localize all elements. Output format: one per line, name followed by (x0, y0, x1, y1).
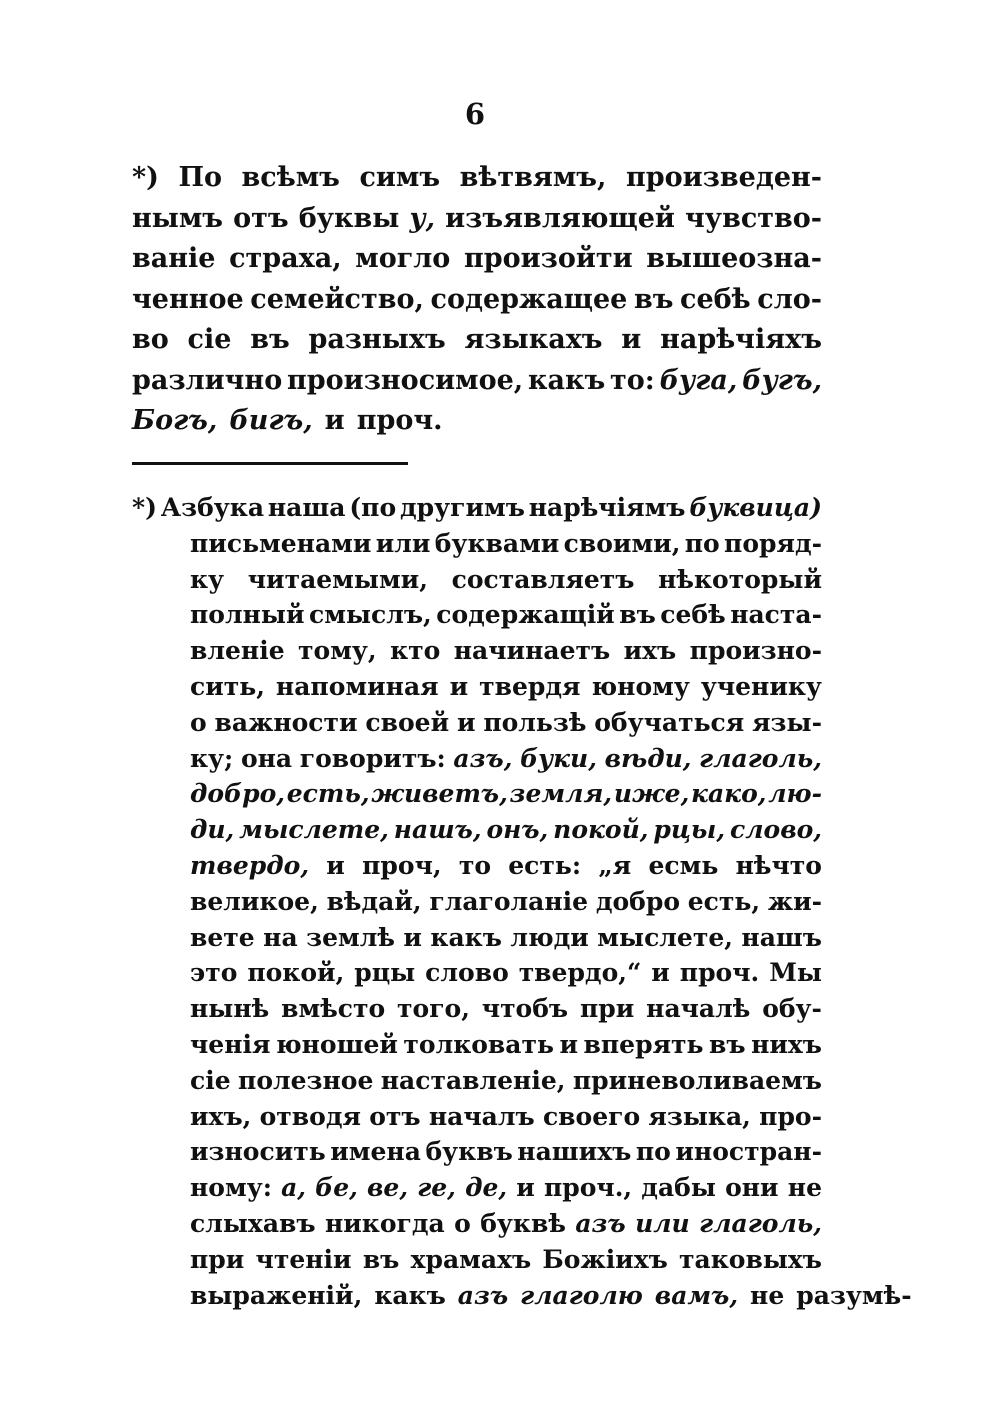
italic-word: како, (691, 779, 767, 809)
word: сить, (190, 671, 265, 701)
word: *) (132, 162, 159, 193)
word: полезное (238, 1065, 374, 1095)
word: въ (619, 600, 656, 630)
text-line (132, 490, 822, 526)
word: наста- (730, 600, 822, 630)
word: ку (190, 564, 225, 594)
word: и (651, 958, 670, 988)
word: буквъ (425, 1137, 513, 1167)
italic-word: нашъ, (393, 815, 482, 845)
italic-word: буки, (520, 743, 597, 773)
word: и (559, 1029, 579, 1059)
word: рцы (354, 958, 416, 988)
word: ку; (190, 743, 234, 773)
text-line (132, 562, 822, 598)
text-line (132, 1206, 822, 1242)
italic-word: ге, (417, 1173, 456, 1203)
text-line (132, 741, 822, 777)
word: сіе (187, 324, 232, 355)
italic-word: азъ, (453, 743, 513, 773)
italic-word: бугъ, (742, 364, 822, 396)
word: есть, (687, 886, 761, 916)
word: сло- (757, 283, 822, 315)
text-line (132, 955, 822, 991)
italic-word: буквица) (689, 493, 822, 522)
word: иностран- (675, 1137, 822, 1167)
word: износить (190, 1137, 326, 1167)
word: симъ (359, 162, 441, 193)
word: изъявляющей (445, 202, 675, 234)
word: буквѣ (480, 1208, 566, 1238)
text-line (132, 597, 822, 633)
word: о (190, 707, 207, 737)
word: и (324, 405, 345, 436)
italic-word: де, (465, 1173, 508, 1203)
word: и (403, 922, 422, 952)
italic-word: бигъ, (229, 405, 313, 436)
word: какъ (528, 364, 606, 396)
italic-word: земля, (509, 779, 613, 809)
text-line (132, 1063, 822, 1099)
italic-word: вѣди, (604, 743, 692, 773)
text-line (132, 1278, 912, 1314)
word: нихъ (751, 1029, 822, 1059)
text-line (132, 320, 822, 361)
word: тому, (298, 636, 377, 666)
word: ученику (700, 671, 822, 701)
word: чувство- (685, 202, 822, 234)
word: разумѣ- (796, 1280, 912, 1310)
word: обучаться (594, 707, 745, 737)
text-line (132, 991, 822, 1027)
word: люди (510, 922, 589, 952)
word: отъ (233, 202, 289, 234)
text-line (132, 1027, 822, 1063)
word: проч. (356, 405, 443, 436)
word: обу- (762, 994, 822, 1024)
italic-word: лю- (768, 779, 822, 809)
word: и (516, 1173, 535, 1203)
italic-word: есть, (286, 779, 370, 809)
word: произойти (463, 243, 633, 274)
word: себѣ (680, 283, 751, 315)
text-line (132, 158, 822, 199)
word: начинаетъ (453, 636, 611, 666)
word: чтеніи (255, 1244, 352, 1274)
word: проч, (362, 850, 442, 880)
word: составляетъ (451, 564, 635, 594)
word: въ (250, 324, 290, 355)
text-line (132, 848, 822, 884)
italic-word: твердо, (190, 850, 310, 880)
word: Азбука (160, 493, 265, 522)
text-line (132, 1134, 822, 1170)
word: или (375, 528, 431, 558)
word: семейство, (250, 283, 424, 315)
text-line (132, 280, 822, 321)
italic-word: добро, (190, 779, 285, 809)
word: Божіихъ (542, 1244, 668, 1274)
word: она (240, 743, 293, 773)
italic-word: азъ (575, 1208, 626, 1238)
word: при (579, 994, 635, 1024)
italic-word: бе, (315, 1173, 358, 1203)
word: юному (591, 671, 690, 701)
text-line (132, 884, 822, 920)
word: про- (759, 1101, 822, 1131)
word: есть: (508, 850, 582, 880)
word: добро (595, 886, 680, 916)
word: смыслъ, (309, 600, 432, 630)
italic-word: живетъ, (371, 779, 508, 809)
word: языка, (648, 1101, 751, 1131)
word: наставленіе, (380, 1065, 566, 1095)
word: различно (132, 364, 283, 396)
word: всѣмъ (241, 162, 340, 193)
word: на (263, 922, 298, 952)
word: имена (330, 1137, 421, 1167)
word: вмѣсто (281, 994, 386, 1024)
word: нарѣчіяхъ (660, 324, 822, 355)
word: вѣдай, (326, 886, 422, 916)
word: произно- (689, 636, 822, 666)
word: ихъ (623, 636, 677, 666)
word: вышеозна- (646, 243, 822, 274)
word: по (635, 1137, 671, 1167)
word: разныхъ (308, 324, 446, 355)
word: твердо,“ (518, 958, 642, 988)
text-line (132, 633, 822, 669)
text-line (132, 239, 822, 280)
word: и (449, 671, 469, 701)
word: буквами (434, 528, 560, 558)
word: произведен- (625, 162, 822, 193)
word: въ (362, 1244, 400, 1274)
word: Мы (769, 958, 822, 988)
word: приневоливаемъ (572, 1065, 822, 1095)
word: юношей (275, 1029, 398, 1059)
word: *) (132, 493, 157, 522)
italic-word: глаголю (520, 1280, 643, 1310)
word: твердя (479, 671, 581, 701)
word: ихъ, (190, 1101, 252, 1131)
italic-word: а, (281, 1173, 306, 1203)
word: ному: (190, 1173, 272, 1203)
word: другимъ (399, 493, 525, 522)
word: себѣ (660, 600, 726, 630)
word: нашихъ (517, 1137, 632, 1167)
text-line (132, 812, 822, 848)
word: проч., (543, 1173, 633, 1203)
word: нѣкоторый (658, 564, 822, 594)
word: нынѣ (190, 994, 270, 1024)
word: храмахъ (410, 1244, 532, 1274)
word: дабы (641, 1173, 716, 1203)
word: вперять (583, 1029, 704, 1059)
italic-word: буга, (659, 364, 738, 396)
text-line (132, 1242, 822, 1278)
word: таковыхъ (679, 1244, 822, 1274)
word: чтобъ (481, 994, 569, 1024)
word: содержащее (430, 283, 628, 315)
word: и (621, 324, 642, 355)
word: содержащій (436, 600, 615, 630)
italic-word: покой, (553, 815, 649, 845)
word: нѣчто (735, 850, 822, 880)
word: ченное (132, 283, 244, 315)
word: мыслете, (597, 922, 733, 952)
italic-word: ве, (367, 1173, 409, 1203)
text-line (132, 920, 822, 956)
word: своими, (563, 528, 681, 558)
italic-word: Богъ, (132, 405, 218, 436)
word: какъ (374, 1280, 446, 1310)
word: то: (610, 364, 655, 396)
word: полный (190, 600, 305, 630)
word: и (456, 707, 476, 737)
italic-word: глаголь, (699, 743, 822, 773)
page-number: 6 (464, 97, 486, 131)
word: могло (355, 243, 451, 274)
word: нымъ (132, 202, 223, 234)
word: наша (267, 493, 346, 522)
word: важности (214, 707, 358, 737)
word: кто (390, 636, 441, 666)
word: сіе (190, 1065, 231, 1095)
word: вленіе (190, 636, 285, 666)
word: толковать (403, 1029, 554, 1059)
word: слыхавъ (190, 1208, 316, 1238)
word: страха, (229, 243, 342, 274)
text-line (132, 401, 822, 442)
word: того, (397, 994, 470, 1024)
word: по (684, 528, 720, 558)
word: читаемыми, (247, 564, 428, 594)
italic-word: азъ (457, 1280, 509, 1310)
word: своей (365, 707, 450, 737)
text-line (132, 1099, 822, 1135)
word: есмь (648, 850, 719, 880)
word: проч. (679, 958, 760, 988)
italic-word: глаголь, (699, 1208, 822, 1238)
word: отводя (259, 1101, 361, 1131)
word: во (132, 324, 169, 355)
word: вете (190, 922, 255, 952)
word: письменами (190, 528, 372, 558)
text-line (132, 1170, 822, 1206)
italic-word: онъ, (486, 815, 549, 845)
word: началъ (428, 1101, 535, 1131)
word: какъ (430, 922, 502, 952)
word: (по (349, 493, 397, 522)
word: никогда (324, 1208, 445, 1238)
upper-footnote (132, 158, 822, 442)
text-line (132, 776, 822, 812)
italic-word: вамъ, (654, 1280, 739, 1310)
lower-footnote (132, 490, 912, 1313)
italic-word: слово, (730, 815, 822, 845)
word: своего (542, 1101, 641, 1131)
italic-word: ди, (190, 815, 235, 845)
italic-word: или (635, 1208, 690, 1238)
word: въ (709, 1029, 746, 1059)
italic-word: иже, (613, 779, 690, 809)
word: говоритъ: (299, 743, 446, 773)
word: при (190, 1244, 245, 1274)
word: великое, (190, 886, 319, 916)
word: жи- (767, 886, 822, 916)
word: они (725, 1173, 779, 1203)
text-line (132, 199, 822, 240)
italic-word: у, (409, 202, 436, 234)
word: выраженій, (190, 1280, 363, 1310)
word: не (787, 1173, 822, 1203)
text-line (132, 361, 822, 402)
word: языкахъ (464, 324, 603, 355)
word: ченія (190, 1029, 271, 1059)
word: напоминая (275, 671, 439, 701)
word: покой, (247, 958, 345, 988)
word: отъ (369, 1101, 421, 1131)
footnote-divider (132, 462, 408, 465)
word: нарѣчіямъ (528, 493, 686, 522)
word: произносимое, (287, 364, 524, 396)
word: глаголаніе (429, 886, 589, 916)
text-line (132, 669, 822, 705)
word: язы- (752, 707, 822, 737)
italic-word: рцы, (653, 815, 726, 845)
word: въ (633, 283, 674, 315)
italic-word: мыслете, (239, 815, 389, 845)
word: землѣ (306, 922, 395, 952)
word: ваніе (132, 243, 216, 274)
word: это (190, 958, 238, 988)
word: вѣтвямъ, (459, 162, 607, 193)
word: не (750, 1280, 785, 1310)
word: нашъ (741, 922, 822, 952)
word: началѣ (646, 994, 751, 1024)
word: о (454, 1208, 471, 1238)
word: и (326, 850, 345, 880)
word: пользѣ (483, 707, 587, 737)
word: то (458, 850, 492, 880)
word: слово (425, 958, 509, 988)
word: поряд- (724, 528, 822, 558)
text-line (132, 526, 822, 562)
text-line (132, 705, 822, 741)
word: „я (598, 850, 632, 880)
word: По (178, 162, 222, 193)
word: буквы (298, 202, 400, 234)
